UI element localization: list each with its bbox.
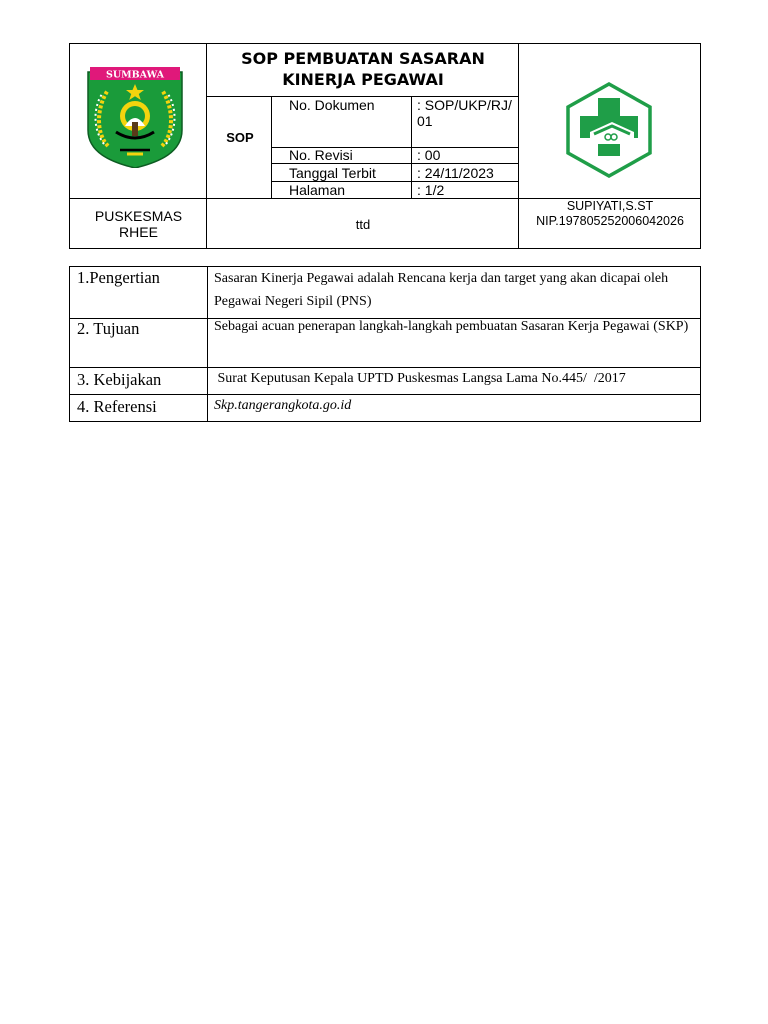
signer-nip: NIP.197805252006042026 bbox=[536, 214, 684, 228]
signer-name: SUPIYATI,S.ST bbox=[566, 199, 654, 213]
sumbawa-regency-emblem-icon bbox=[86, 64, 184, 168]
header-divider bbox=[271, 163, 518, 164]
row-key-definition: 1.Pengertian bbox=[77, 268, 160, 287]
sop-header-table bbox=[69, 43, 701, 249]
sop-label: SOP bbox=[226, 130, 254, 145]
page-title: SOP PEMBUATAN SASARAN KINERJA PEGAWAI bbox=[241, 49, 485, 89]
puskesmas-logo-icon bbox=[564, 82, 654, 178]
row-value-definition: Sasaran Kinerja Pegawai adalah Rencana kerja dan target yang akan dicapai oleh Pegawai Negeri Sipil (PNS) bbox=[214, 271, 669, 309]
row-value-policy: Surat Keputusan Kepala UPTD Puskesmas Langsa Lama No.445/ /2017 bbox=[214, 371, 626, 386]
unit-name-line: RHEE bbox=[119, 224, 158, 240]
emblem-banner-text: SUMBAWA bbox=[105, 69, 165, 81]
row-key-reference: 4. Referensi bbox=[77, 397, 157, 416]
meta-key-revision: No. Revisi bbox=[289, 147, 353, 163]
row-key-purpose: 2. Tujuan bbox=[77, 319, 140, 338]
meta-value-page: : 1/2 bbox=[417, 182, 445, 198]
unit-name bbox=[70, 208, 207, 240]
row-value-purpose: Sebagai acuan penerapan langkah-langkah pembuatan Sasaran Kerja Pegawai (SKP) bbox=[214, 319, 689, 334]
sop-content-table bbox=[69, 266, 701, 422]
meta-key-document: No. Dokumen bbox=[289, 97, 375, 113]
meta-value-issue-date: : 24/11/2023 bbox=[417, 165, 494, 181]
unit-name-line: PUSKESMAS bbox=[94, 208, 183, 224]
row-value-reference: Skp.tangerangkota.go.id bbox=[214, 398, 352, 413]
content-divider bbox=[207, 267, 208, 421]
meta-key-page: Halaman bbox=[289, 182, 346, 198]
signer-block bbox=[519, 199, 701, 229]
row-key-policy: 3. Kebijakan bbox=[77, 370, 162, 389]
meta-key-issue-date: Tanggal Terbit bbox=[289, 165, 376, 181]
meta-value-revision: : 00 bbox=[417, 147, 441, 163]
signature-placeholder: ttd bbox=[355, 217, 371, 232]
meta-value-document: : SOP/UKP/RJ/ 01 bbox=[417, 97, 512, 129]
